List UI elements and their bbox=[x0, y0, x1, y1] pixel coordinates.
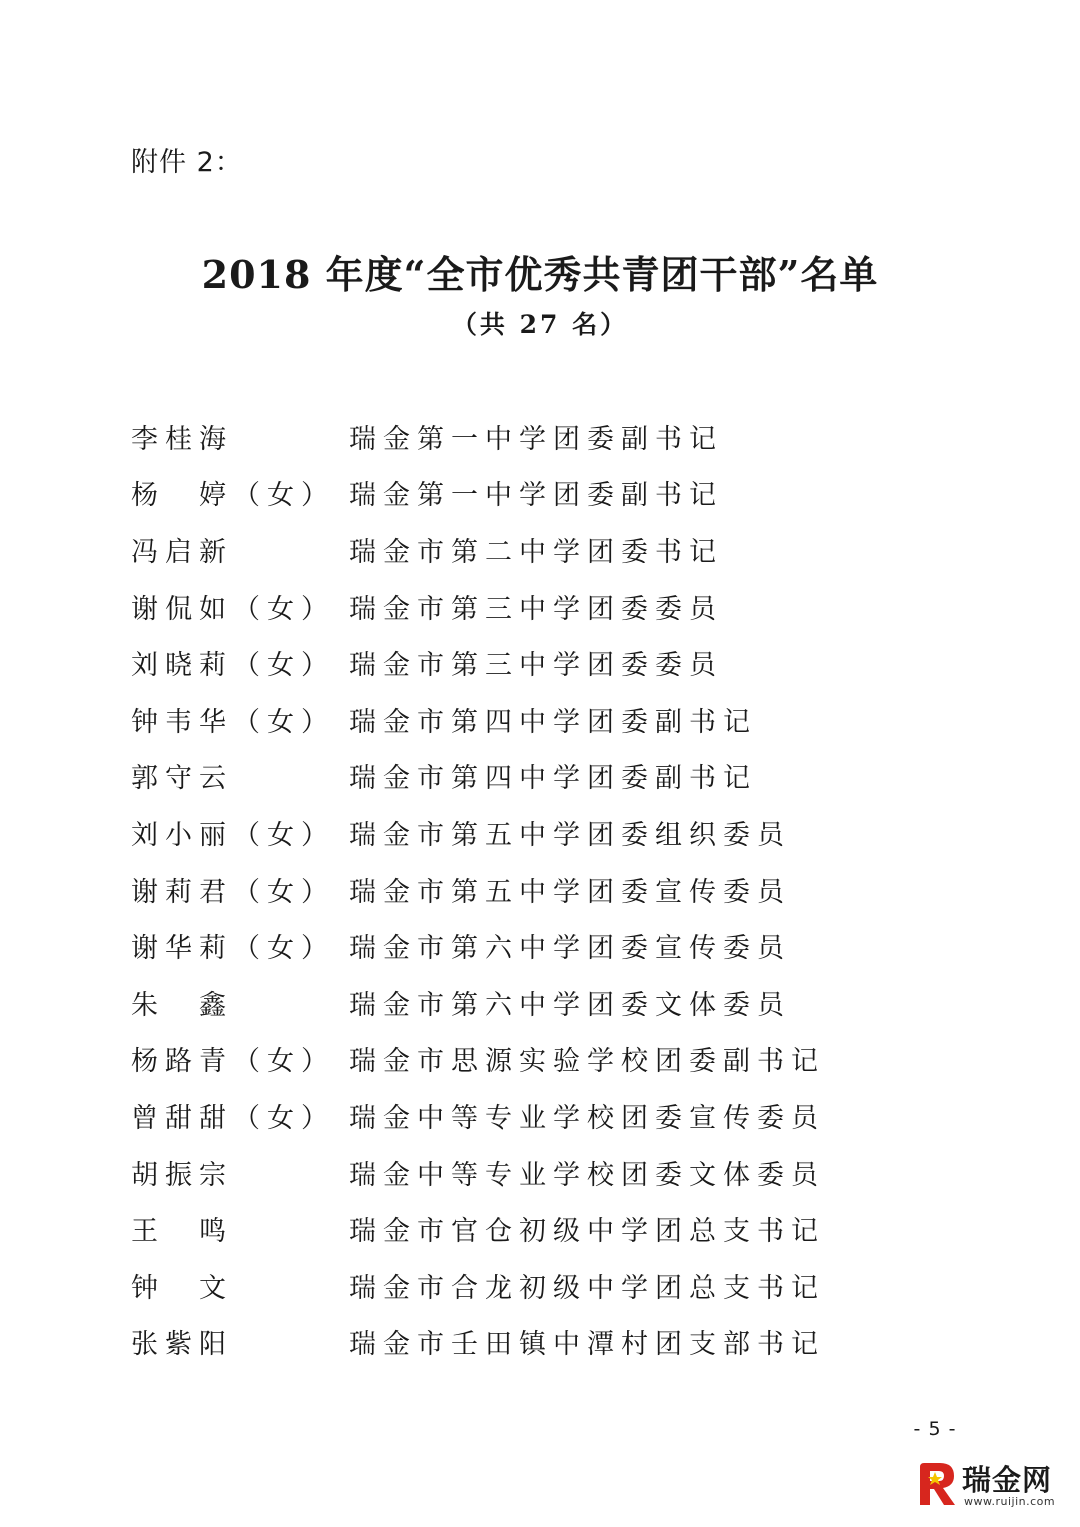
honoree-position: 瑞金中等专业学校团委文体委员 bbox=[349, 1159, 825, 1191]
honoree-position: 瑞金市思源实验学校团委副书记 bbox=[349, 1046, 825, 1078]
watermark-site-name: 瑞金网 bbox=[962, 1463, 1053, 1497]
honoree-name: 李桂海 bbox=[131, 423, 233, 455]
list-item bbox=[131, 465, 931, 522]
honoree-position: 瑞金市官仓初级中学团总支书记 bbox=[349, 1216, 825, 1248]
document-subtitle: （共 27 名） bbox=[451, 310, 629, 339]
list-item bbox=[131, 917, 931, 974]
honoree-position: 瑞金市第三中学团委委员 bbox=[349, 650, 723, 682]
honoree-name: 刘小丽（女） bbox=[131, 819, 335, 851]
list-item bbox=[131, 748, 931, 805]
ruijin-logo-icon bbox=[912, 1459, 960, 1509]
list-item bbox=[131, 578, 931, 635]
honoree-name: 钟 文 bbox=[131, 1272, 233, 1304]
list-item bbox=[131, 408, 931, 465]
page-number: - 5 - bbox=[913, 1418, 957, 1440]
honoree-position: 瑞金市第三中学团委委员 bbox=[349, 593, 723, 625]
honoree-name: 张紫阳 bbox=[131, 1329, 233, 1361]
honoree-position: 瑞金市第六中学团委文体委员 bbox=[349, 989, 791, 1021]
list-item bbox=[131, 974, 931, 1031]
honoree-position: 瑞金市第五中学团委组织委员 bbox=[349, 819, 791, 851]
list-item bbox=[131, 1314, 931, 1371]
honoree-position: 瑞金市第四中学团委副书记 bbox=[349, 706, 757, 738]
honoree-name: 杨 婷（女） bbox=[131, 480, 335, 512]
honoree-name: 胡振宗 bbox=[131, 1159, 233, 1191]
honoree-name: 王 鸣 bbox=[131, 1216, 233, 1248]
list-item bbox=[131, 634, 931, 691]
honoree-name: 谢华莉（女） bbox=[131, 933, 335, 965]
list-item bbox=[131, 1200, 931, 1257]
honoree-list bbox=[131, 408, 931, 1370]
honoree-name: 谢侃如（女） bbox=[131, 593, 335, 625]
honoree-name: 郭守云 bbox=[131, 763, 233, 795]
honoree-position: 瑞金市第五中学团委宣传委员 bbox=[349, 876, 791, 908]
list-item bbox=[131, 861, 931, 918]
honoree-name: 冯启新 bbox=[131, 536, 233, 568]
honoree-position: 瑞金市第六中学团委宣传委员 bbox=[349, 933, 791, 965]
list-item bbox=[131, 1144, 931, 1201]
attachment-label: 附件 2： bbox=[131, 147, 243, 178]
honoree-position: 瑞金市壬田镇中潭村团支部书记 bbox=[349, 1329, 825, 1361]
site-watermark bbox=[912, 1457, 1067, 1513]
honoree-name: 谢莉君（女） bbox=[131, 876, 335, 908]
honoree-name: 杨路青（女） bbox=[131, 1046, 335, 1078]
honoree-position: 瑞金中等专业学校团委宣传委员 bbox=[349, 1102, 825, 1134]
honoree-name: 朱 鑫 bbox=[131, 989, 233, 1021]
honoree-name: 曾甜甜（女） bbox=[131, 1102, 335, 1134]
document-title: 2018 年度“全市优秀共青团干部”名单 bbox=[201, 252, 879, 297]
watermark-site-url: www.ruijin.com bbox=[964, 1495, 1056, 1508]
list-item bbox=[131, 804, 931, 861]
list-item bbox=[131, 1031, 931, 1088]
list-item bbox=[131, 1087, 931, 1144]
list-item bbox=[131, 521, 931, 578]
honoree-position: 瑞金第一中学团委副书记 bbox=[349, 480, 723, 512]
honoree-position: 瑞金市第四中学团委副书记 bbox=[349, 763, 757, 795]
list-item bbox=[131, 1257, 931, 1314]
honoree-position: 瑞金市第二中学团委书记 bbox=[349, 536, 723, 568]
honoree-position: 瑞金第一中学团委副书记 bbox=[349, 423, 723, 455]
honoree-name: 钟韦华（女） bbox=[131, 706, 335, 738]
honoree-name: 刘晓莉（女） bbox=[131, 650, 335, 682]
honoree-position: 瑞金市合龙初级中学团总支书记 bbox=[349, 1272, 825, 1304]
list-item bbox=[131, 691, 931, 748]
